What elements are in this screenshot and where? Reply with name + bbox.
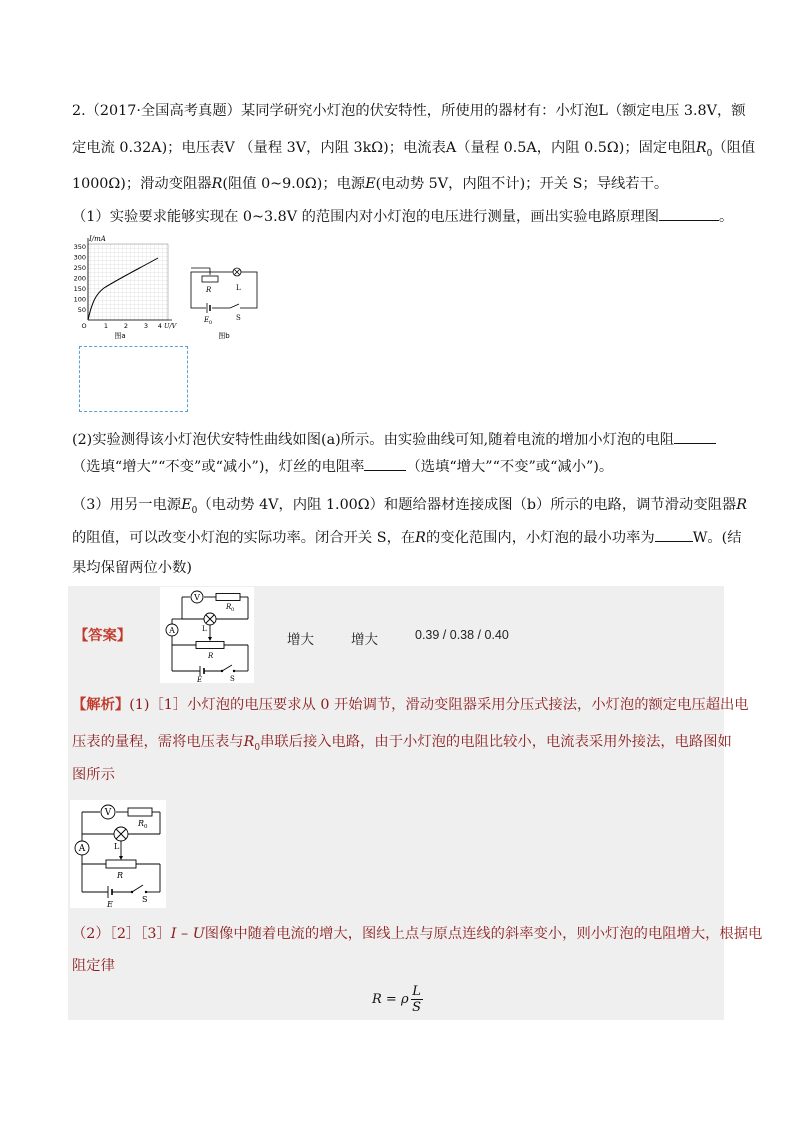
sub2-c: （选填“增大”“不变”或“减小”)。 (406, 459, 614, 475)
subquestion-3-line-1 (72, 493, 747, 523)
answer-value-1: 增大 (287, 632, 314, 647)
xtick-3: 3 (143, 322, 149, 330)
figa-ylabel: I/mA (89, 235, 106, 243)
formula-numerator: L (412, 984, 421, 999)
analysis-l1: (1)［1］小灯泡的电压要求从 0 开始调节，滑动变阻器采用分压式接法，小灯泡的额定电压超出电 (129, 697, 749, 713)
answer-value-2: 增大 (351, 632, 378, 647)
figb-s: S (236, 314, 241, 322)
ytick-100: 100 (73, 295, 86, 304)
ans-s-label: S (230, 675, 235, 683)
analysis-line-3: 图所示 (72, 767, 115, 783)
xtick-2: 2 (123, 322, 129, 330)
ans-ammeter-label: A (169, 626, 175, 635)
analysis-l2s: 0 (254, 742, 261, 753)
an-ammeter-label: A (78, 844, 86, 854)
figure-a-iu-graph (70, 232, 180, 344)
answer-circuit (160, 587, 254, 683)
figb-l: L (236, 284, 241, 292)
sub3-b: （电动势 4V，内阻 1.00Ω）和题给器材连接成图（b）所示的电路，调节滑动变阻器 (197, 497, 737, 513)
analysis-circuit (70, 800, 166, 908)
q3b: R (211, 176, 223, 192)
ytick-350: 350 (73, 243, 86, 251)
an-r0-sub: 0 (144, 824, 148, 830)
figb-r: R (206, 286, 212, 294)
question-line-1: 2.（2017·全国高考真题）某同学研究小灯泡的伏安特性，所使用的器材有：小灯泡L（额定电压 3.8V，额 (72, 103, 746, 119)
q3c: (阻值 0~9.0Ω)；电源 (222, 176, 366, 192)
ans-r-label: R (208, 652, 214, 660)
question-line-2-end: （阻值 (712, 140, 756, 156)
formula-denominator: S (412, 1000, 422, 1015)
analysis-line-1 (72, 693, 749, 717)
question-line-3 (72, 172, 722, 196)
circuit-drawing-area[interactable] (79, 346, 188, 412)
figa-xlabel: U/V (164, 322, 177, 330)
answer-blank-1[interactable] (659, 206, 719, 221)
analysis-line-2 (72, 730, 732, 760)
ans-l-label: L (202, 625, 207, 633)
sub2-a: (2)实验测得该小灯泡伏安特性曲线如图(a)所示。由实验曲线可知,随着电流的增加小灯泡的电阻 (72, 432, 675, 448)
ytick-150: 150 (73, 285, 86, 293)
resistance-formula (372, 984, 423, 1015)
figb-e0-sub: 0 (209, 320, 213, 326)
sub3-r: R (736, 497, 747, 513)
analysis-l4d: U (192, 926, 205, 942)
answer-label: 【答案】 (74, 628, 132, 644)
r0-symbol: R (695, 140, 707, 156)
q3d: E (365, 176, 376, 192)
analysis-l2r: R (243, 734, 255, 750)
sub3-sub: 0 (191, 505, 198, 516)
formula-eq: = (381, 992, 401, 1007)
answer-blank-4[interactable] (655, 527, 693, 542)
figure-b-circuit (186, 262, 266, 344)
ytick-300: 300 (73, 253, 86, 262)
question-line-2 (72, 136, 756, 166)
sub1-end: 。 (719, 209, 734, 225)
figb-caption: 图b (218, 332, 230, 340)
sub3-e2: W。(结 (692, 530, 742, 546)
ytick-50: 50 (77, 306, 86, 314)
analysis-line-5: 阻定律 (72, 958, 115, 974)
ans-voltmeter-label: V (194, 593, 200, 602)
sub2-b: （选填“增大”“不变”或“减小”)，灯丝的电阻率 (72, 459, 365, 475)
subquestion-2-line-2 (72, 455, 722, 479)
analysis-l4b: I (170, 926, 177, 942)
analysis-l4a: （2）［2］［3］ (72, 926, 171, 942)
answer-blank-3[interactable] (364, 456, 406, 471)
sub3-c: 的阻值，可以改变小灯泡的实际功率。闭合开关 S，在 (72, 530, 416, 546)
subquestion-2-line-1 (72, 428, 722, 452)
answer-blank-2[interactable] (674, 429, 716, 444)
xtick-1: 1 (103, 322, 109, 330)
analysis-l4e: 图像中随着电流的增大，图线上点与原点连线的斜率变小，则小灯泡的电阻增大，根据电 (204, 926, 763, 942)
q3e: (电动势 5V，内阻不计)；开关 S；导线若干。 (375, 176, 669, 192)
origin-label: O (81, 322, 87, 330)
q3a: 1000Ω)；滑动变阻器 (72, 176, 212, 192)
sub3-d: 的变化范围内，小灯泡的最小功率为 (425, 530, 655, 546)
ans-e-label: E (197, 676, 203, 683)
ytick-200: 200 (73, 274, 86, 283)
subquestion-3-line-2 (72, 526, 742, 550)
sub3-r2: R (415, 530, 426, 546)
ytick-250: 250 (73, 264, 86, 272)
answer-value-3: 0.39 / 0.38 / 0.40 (415, 628, 509, 642)
ans-r0-sub: 0 (231, 607, 235, 613)
subquestion-3-line-3: 果均保留两位小数) (72, 560, 192, 576)
figa-caption: 图a (114, 332, 126, 340)
formula-rho: ρ (400, 992, 409, 1007)
analysis-l2a: 压表的量程，需将电压表与 (72, 734, 244, 750)
an-r-label: R (117, 871, 124, 880)
subquestion-1 (72, 205, 734, 229)
formula-r: R (372, 992, 382, 1007)
analysis-l4c: – (176, 926, 193, 942)
figb-e0: E (204, 316, 210, 324)
ans-r0-label: R (226, 603, 232, 611)
an-voltmeter-label: V (104, 808, 112, 818)
an-l-label: L (114, 842, 120, 851)
an-r0-label: R (138, 819, 145, 828)
question-line-2-text: 定电流 0.32A)；电压表V （量程 3V，内阻 3kΩ)；电流表A（量程 0.5A，内阻 0.5Ω)；固定电阻 (72, 140, 696, 156)
analysis-line-4 (72, 922, 763, 946)
sub3-a: （3）用另一电源 (72, 497, 182, 513)
an-s-label: S (142, 895, 148, 904)
sub1-text: （1）实验要求能够实现在 0~3.8V 的范围内对小灯泡的电压进行测量，画出实验电路原理图 (72, 209, 660, 225)
analysis-label: 【解析】 (72, 697, 130, 713)
an-e-label: E (107, 900, 113, 908)
sub3-e: E (181, 497, 192, 513)
analysis-l2b: 串联后接入电路，由于小灯泡的电阻比较小，电流表采用外接法，电路图如 (260, 734, 732, 750)
r0-sub: 0 (706, 148, 713, 159)
xtick-4: 4 (157, 322, 163, 330)
